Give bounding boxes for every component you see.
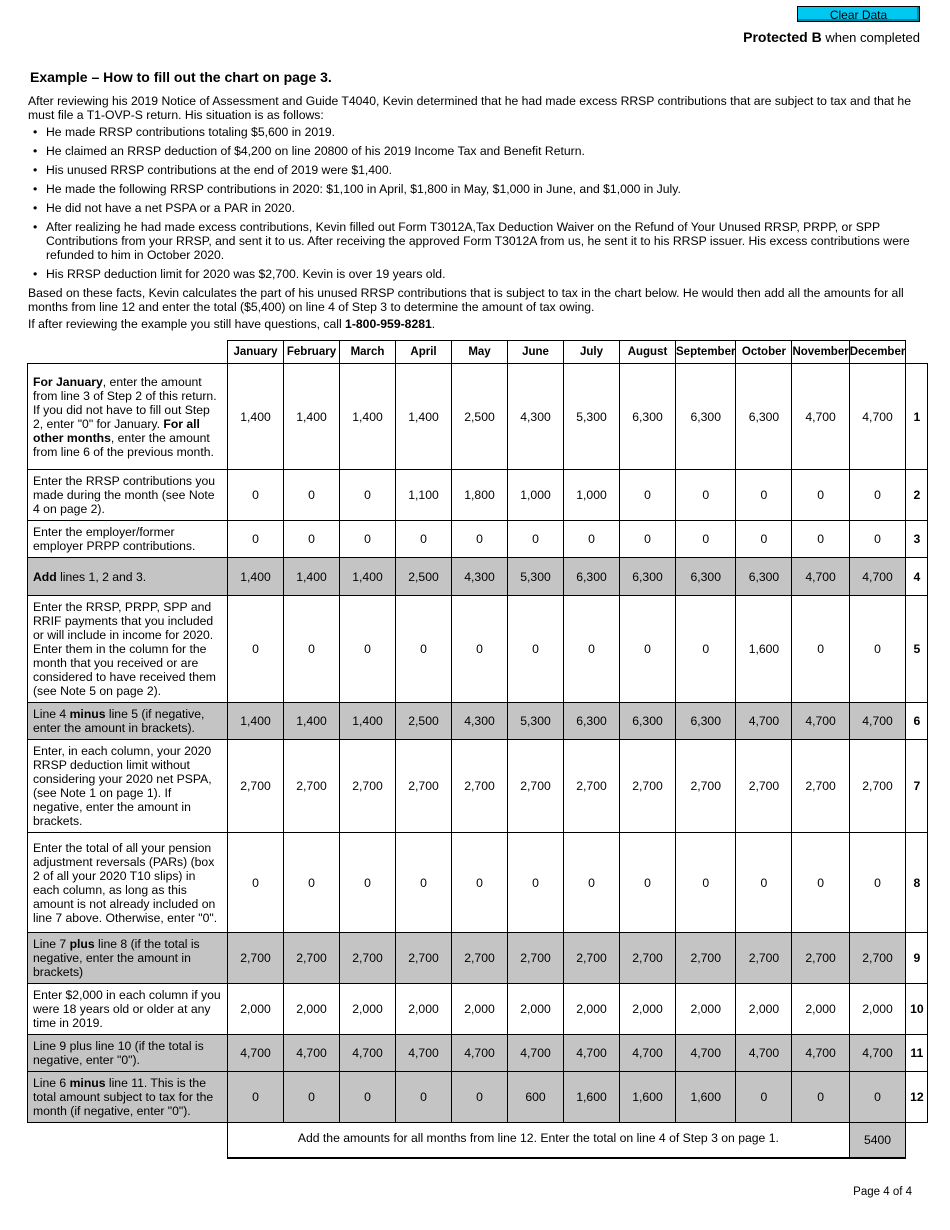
page-number: Page 4 of 4 bbox=[853, 1186, 912, 1198]
month-value-cell: 4,700 bbox=[849, 703, 906, 740]
month-value-cell: 0 bbox=[340, 470, 396, 521]
month-value-cell: 4,700 bbox=[792, 364, 849, 470]
month-header-row bbox=[28, 341, 928, 364]
line-description bbox=[28, 1072, 228, 1123]
month-value-cell: 1,600 bbox=[564, 1072, 620, 1123]
month-value-cell: 2,000 bbox=[340, 984, 396, 1035]
line-description-text: , enter the amount from line 3 of Step 2 of this return. If you did not have to fill out Step 2, enter "0" for January. bbox=[33, 374, 217, 431]
line-description bbox=[28, 833, 228, 933]
month-value-cell: 2,700 bbox=[228, 933, 284, 984]
month-value-cell: 0 bbox=[396, 521, 452, 558]
month-value-cell: 4,700 bbox=[452, 1035, 508, 1072]
month-value-cell: 2,700 bbox=[849, 740, 906, 833]
month-value-cell: 0 bbox=[340, 596, 396, 703]
month-header: December bbox=[849, 341, 906, 364]
month-value-cell: 0 bbox=[676, 833, 736, 933]
line-description bbox=[28, 596, 228, 703]
month-value-cell: 1,100 bbox=[396, 470, 452, 521]
month-value-cell: 6,300 bbox=[620, 364, 676, 470]
situation-item: • He claimed an RRSP deduction of $4,200 on line 20800 of his 2019 Income Tax and Benefit Return. bbox=[28, 144, 923, 158]
month-value-cell: 4,300 bbox=[452, 558, 508, 596]
situation-item: • He did not have a net PSPA or a PAR in 2020. bbox=[28, 201, 923, 215]
month-header: February bbox=[284, 341, 340, 364]
month-value-cell: 0 bbox=[228, 596, 284, 703]
month-value-cell: 0 bbox=[676, 470, 736, 521]
month-value-cell: 0 bbox=[340, 833, 396, 933]
month-value-cell: 0 bbox=[284, 833, 340, 933]
situation-item: • After realizing he had made excess contributions, Kevin filled out Form T3012A,Tax Deduction Waiver on the Refund of Your Unused RRSP, PRPP, or SPP Contributions from your RRSP, and sent it to us. After receiving the approved Form T3012A from us, he sent it to his RRSP issuer. His excess contributions were refunded to him in October 2020. bbox=[28, 220, 923, 262]
line-description bbox=[28, 558, 228, 596]
line-description-text: line 5 (if negative, enter the amount in brackets). bbox=[33, 707, 205, 735]
month-value-cell: 1,400 bbox=[228, 703, 284, 740]
month-value-cell: 1,400 bbox=[284, 364, 340, 470]
chart-line-row bbox=[28, 1035, 928, 1072]
line-description-text: Add bbox=[33, 569, 57, 584]
month-value-cell: 4,700 bbox=[849, 558, 906, 596]
month-value-cell: 0 bbox=[228, 1072, 284, 1123]
month-value-cell: 2,700 bbox=[620, 933, 676, 984]
line-description-text: Enter the RRSP, PRPP, SPP and RRIF payments that you included or will include in income for 2020. Enter them in the column for the month that you received or are considered to have received them (see Note 5 on page 2). bbox=[33, 600, 216, 698]
line-number: 2 bbox=[906, 470, 928, 521]
month-value-cell: 0 bbox=[736, 470, 792, 521]
month-value-cell: 2,700 bbox=[792, 933, 849, 984]
month-value-cell: 0 bbox=[228, 521, 284, 558]
month-value-cell: 2,700 bbox=[228, 740, 284, 833]
month-value-cell: 0 bbox=[620, 521, 676, 558]
month-value-cell: 6,300 bbox=[564, 558, 620, 596]
month-value-cell: 0 bbox=[792, 833, 849, 933]
footer-spacer bbox=[28, 1123, 228, 1159]
month-value-cell: 0 bbox=[736, 833, 792, 933]
line-description-text: , enter the amount from line 6 of the previous month. bbox=[33, 430, 214, 459]
month-value-cell: 2,700 bbox=[396, 933, 452, 984]
month-value-cell: 4,700 bbox=[620, 1035, 676, 1072]
line-description-text: line 8 (if the total is negative, enter the amount in brackets) bbox=[33, 937, 200, 979]
month-value-cell: 4,700 bbox=[396, 1035, 452, 1072]
month-value-cell: 0 bbox=[849, 470, 906, 521]
month-value-cell: 5,300 bbox=[564, 364, 620, 470]
month-value-cell: 0 bbox=[849, 833, 906, 933]
month-value-cell: 2,700 bbox=[736, 933, 792, 984]
protected-b-rest: when completed bbox=[821, 30, 920, 45]
month-value-cell: 6,300 bbox=[620, 558, 676, 596]
line-number: 6 bbox=[906, 703, 928, 740]
month-value-cell: 2,000 bbox=[849, 984, 906, 1035]
header-spacer bbox=[906, 341, 928, 364]
month-value-cell: 6,300 bbox=[676, 558, 736, 596]
month-value-cell: 1,400 bbox=[340, 558, 396, 596]
month-value-cell: 0 bbox=[228, 833, 284, 933]
month-value-cell: 0 bbox=[676, 521, 736, 558]
month-value-cell: 4,300 bbox=[508, 364, 564, 470]
line-description-text: Line 6 bbox=[33, 1076, 70, 1090]
month-value-cell: 0 bbox=[736, 1072, 792, 1123]
chart-line-row bbox=[28, 833, 928, 933]
chart-line-row bbox=[28, 703, 928, 740]
month-header: June bbox=[508, 341, 564, 364]
situation-item: • He made RRSP contributions totaling $5,600 in 2019. bbox=[28, 125, 923, 139]
month-value-cell: 0 bbox=[284, 470, 340, 521]
header-spacer bbox=[28, 341, 228, 364]
month-header: January bbox=[228, 341, 284, 364]
chart-line-row bbox=[28, 558, 928, 596]
month-value-cell: 6,300 bbox=[564, 703, 620, 740]
protected-b-bold: Protected B bbox=[743, 29, 822, 45]
month-header: May bbox=[452, 341, 508, 364]
month-value-cell: 0 bbox=[396, 596, 452, 703]
month-value-cell: 4,700 bbox=[284, 1035, 340, 1072]
month-value-cell: 4,300 bbox=[452, 703, 508, 740]
month-value-cell: 4,700 bbox=[736, 703, 792, 740]
month-value-cell: 2,700 bbox=[508, 933, 564, 984]
line-number: 1 bbox=[906, 364, 928, 470]
line-description-text: Line 9 plus line 10 (if the total is negative, enter "0"). bbox=[33, 1039, 204, 1067]
month-value-cell: 0 bbox=[284, 1072, 340, 1123]
month-value-cell: 1,000 bbox=[564, 470, 620, 521]
month-value-cell: 4,700 bbox=[849, 364, 906, 470]
month-value-cell: 0 bbox=[340, 1072, 396, 1123]
month-value-cell: 2,000 bbox=[564, 984, 620, 1035]
chart-line-row bbox=[28, 521, 928, 558]
month-value-cell: 1,400 bbox=[228, 558, 284, 596]
month-header: November bbox=[792, 341, 849, 364]
month-value-cell: 1,400 bbox=[284, 703, 340, 740]
month-value-cell: 4,700 bbox=[849, 1035, 906, 1072]
line-description bbox=[28, 521, 228, 558]
month-header: September bbox=[676, 341, 736, 364]
line-number: 10 bbox=[906, 984, 928, 1035]
month-value-cell: 0 bbox=[452, 521, 508, 558]
line-description-text: plus bbox=[69, 937, 95, 951]
total-instruction: Add the amounts for all months from line 12. Enter the total on line 4 of Step 3 on page 1. bbox=[228, 1123, 850, 1159]
total-row bbox=[28, 1123, 928, 1159]
month-value-cell: 0 bbox=[284, 596, 340, 703]
month-value-cell: 2,000 bbox=[736, 984, 792, 1035]
month-value-cell: 1,400 bbox=[340, 703, 396, 740]
month-value-cell: 2,700 bbox=[676, 740, 736, 833]
month-value-cell: 2,700 bbox=[284, 933, 340, 984]
month-header: August bbox=[620, 341, 676, 364]
line-description-text: minus bbox=[69, 1076, 106, 1090]
month-value-cell: 2,700 bbox=[564, 933, 620, 984]
example-title: Example – How to fill out the chart on page 3. bbox=[30, 69, 332, 85]
situation-item: • His RRSP deduction limit for 2020 was $2,700. Kevin is over 19 years old. bbox=[28, 267, 923, 281]
month-value-cell: 2,500 bbox=[396, 703, 452, 740]
month-value-cell: 5,300 bbox=[508, 558, 564, 596]
month-value-cell: 0 bbox=[452, 596, 508, 703]
line-number: 4 bbox=[906, 558, 928, 596]
month-value-cell: 1,000 bbox=[508, 470, 564, 521]
excess-contributions-chart bbox=[27, 340, 928, 1159]
month-value-cell: 0 bbox=[452, 833, 508, 933]
month-value-cell: 2,000 bbox=[792, 984, 849, 1035]
month-value-cell: 0 bbox=[849, 521, 906, 558]
month-value-cell: 6,300 bbox=[736, 558, 792, 596]
line-description-text: lines 1, 2 and 3. bbox=[56, 569, 147, 584]
protected-b-label bbox=[743, 29, 920, 45]
example-intro bbox=[28, 70, 923, 334]
month-value-cell: 0 bbox=[849, 596, 906, 703]
month-value-cell: 0 bbox=[792, 521, 849, 558]
calculation-paragraph: Based on these facts, Kevin calculates the part of his unused RRSP contributions that is subject to tax in the chart below. He would then add all the amounts for all months from line 12 and enter the total ($5,400) on line 4 of Step 3 to determine the amount of tax owing. bbox=[28, 286, 904, 314]
month-value-cell: 2,700 bbox=[452, 740, 508, 833]
month-value-cell: 0 bbox=[792, 470, 849, 521]
chart-line-row bbox=[28, 740, 928, 833]
contact-prefix: If after reviewing the example you still have questions, call bbox=[28, 317, 346, 331]
month-value-cell: 0 bbox=[564, 521, 620, 558]
line-description-text: minus bbox=[69, 707, 106, 721]
month-value-cell: 0 bbox=[792, 1072, 849, 1123]
month-header: July bbox=[564, 341, 620, 364]
month-value-cell: 2,000 bbox=[396, 984, 452, 1035]
chart-line-row bbox=[28, 364, 928, 470]
month-value-cell: 0 bbox=[508, 833, 564, 933]
month-value-cell: 0 bbox=[849, 1072, 906, 1123]
month-value-cell: 4,700 bbox=[792, 1035, 849, 1072]
month-value-cell: 1,400 bbox=[340, 364, 396, 470]
intro-paragraph: After reviewing his 2019 Notice of Assessment and Guide T4040, Kevin determined that he had made excess RRSP contributions that are subject to tax and that he must file a T1-OVP-S return. His situation is as follows: bbox=[28, 94, 911, 122]
month-value-cell: 2,000 bbox=[676, 984, 736, 1035]
contact-phone: 1-800-959-8281 bbox=[345, 317, 432, 331]
chart-line-row bbox=[28, 596, 928, 703]
month-value-cell: 2,700 bbox=[736, 740, 792, 833]
month-value-cell: 0 bbox=[736, 521, 792, 558]
month-header: April bbox=[396, 341, 452, 364]
month-value-cell: 2,700 bbox=[396, 740, 452, 833]
month-value-cell: 2,700 bbox=[676, 933, 736, 984]
chart-line-row bbox=[28, 1072, 928, 1123]
month-value-cell: 2,700 bbox=[620, 740, 676, 833]
month-value-cell: 2,500 bbox=[396, 558, 452, 596]
month-value-cell: 1,600 bbox=[676, 1072, 736, 1123]
month-value-cell: 0 bbox=[284, 521, 340, 558]
month-value-cell: 5,300 bbox=[508, 703, 564, 740]
month-value-cell: 1,600 bbox=[620, 1072, 676, 1123]
line-description bbox=[28, 740, 228, 833]
contact-paragraph bbox=[28, 317, 923, 331]
month-value-cell: 0 bbox=[396, 1072, 452, 1123]
month-header: October bbox=[736, 341, 792, 364]
month-value-cell: 4,700 bbox=[340, 1035, 396, 1072]
line-description bbox=[28, 933, 228, 984]
month-value-cell: 1,800 bbox=[452, 470, 508, 521]
chart-line-row bbox=[28, 470, 928, 521]
line-description-text: Line 4 bbox=[33, 707, 70, 721]
month-value-cell: 0 bbox=[564, 833, 620, 933]
month-value-cell: 0 bbox=[508, 596, 564, 703]
month-value-cell: 6,300 bbox=[676, 703, 736, 740]
month-value-cell: 4,700 bbox=[792, 703, 849, 740]
month-value-cell: 4,700 bbox=[564, 1035, 620, 1072]
month-value-cell: 2,000 bbox=[620, 984, 676, 1035]
month-value-cell: 4,700 bbox=[736, 1035, 792, 1072]
chart-line-row bbox=[28, 984, 928, 1035]
line-description-text: Enter the total of all your pension adjustment reversals (PARs) (box 2 of all your 2020 T10 slips) in each column, as long as this amount is not already included on line 7 above. Otherwise, enter "0". bbox=[33, 840, 218, 925]
month-value-cell: 2,700 bbox=[849, 933, 906, 984]
month-value-cell: 0 bbox=[396, 833, 452, 933]
month-value-cell: 2,700 bbox=[284, 740, 340, 833]
month-value-cell: 0 bbox=[228, 470, 284, 521]
line-description-text: For January bbox=[33, 374, 103, 389]
month-value-cell: 2,700 bbox=[340, 740, 396, 833]
month-value-cell: 4,700 bbox=[228, 1035, 284, 1072]
month-value-cell: 0 bbox=[676, 596, 736, 703]
line-number: 3 bbox=[906, 521, 928, 558]
line-number: 11 bbox=[906, 1035, 928, 1072]
situation-list bbox=[28, 125, 923, 281]
month-value-cell: 1,400 bbox=[284, 558, 340, 596]
month-value-cell: 4,700 bbox=[792, 558, 849, 596]
line-description bbox=[28, 1035, 228, 1072]
line-description-text: Enter $2,000 in each column if you were 18 years old or older at any time in 2019. bbox=[33, 988, 221, 1030]
line-number: 12 bbox=[906, 1072, 928, 1123]
month-value-cell: 2,500 bbox=[452, 364, 508, 470]
contact-suffix: . bbox=[431, 317, 436, 331]
line-description-text: Enter, in each column, your 2020 RRSP deduction limit without considering your 2020 net PSPA, (see Note 1 on page 1). If negative, enter the amount in brackets. bbox=[33, 744, 212, 828]
situation-item: • He made the following RRSP contributions in 2020: $1,100 in April, $1,800 in May, $1,000 in June, and $1,000 in July. bbox=[28, 182, 923, 196]
footer-spacer bbox=[906, 1123, 928, 1159]
line-number: 5 bbox=[906, 596, 928, 703]
total-amount: 5400 bbox=[849, 1123, 906, 1159]
line-number: 9 bbox=[906, 933, 928, 984]
month-value-cell: 6,300 bbox=[620, 703, 676, 740]
month-value-cell: 0 bbox=[620, 833, 676, 933]
line-number: 7 bbox=[906, 740, 928, 833]
line-description bbox=[28, 703, 228, 740]
month-value-cell: 0 bbox=[792, 596, 849, 703]
clear-data-button[interactable]: Clear Data bbox=[797, 6, 920, 22]
month-value-cell: 0 bbox=[452, 1072, 508, 1123]
month-value-cell: 2,700 bbox=[564, 740, 620, 833]
month-value-cell: 2,700 bbox=[452, 933, 508, 984]
month-value-cell: 2,700 bbox=[340, 933, 396, 984]
month-value-cell: 2,000 bbox=[452, 984, 508, 1035]
month-value-cell: 2,700 bbox=[508, 740, 564, 833]
month-value-cell: 1,400 bbox=[228, 364, 284, 470]
month-value-cell: 0 bbox=[620, 596, 676, 703]
line-description-text: Enter the RRSP contributions you made during the month (see Note 4 on page 2). bbox=[33, 474, 216, 516]
situation-item: • His unused RRSP contributions at the end of 2019 were $1,400. bbox=[28, 163, 923, 177]
month-value-cell: 6,300 bbox=[736, 364, 792, 470]
chart-line-row bbox=[28, 933, 928, 984]
line-description-text: line 11. This is the total amount subject to tax for the month (if negative, enter "0"). bbox=[33, 1076, 214, 1118]
chart-body bbox=[28, 364, 928, 1159]
month-value-cell: 0 bbox=[508, 521, 564, 558]
month-value-cell: 4,700 bbox=[508, 1035, 564, 1072]
line-description bbox=[28, 984, 228, 1035]
month-value-cell: 2,000 bbox=[228, 984, 284, 1035]
line-description-text: Line 7 bbox=[33, 937, 70, 951]
month-value-cell: 6,300 bbox=[676, 364, 736, 470]
month-value-cell: 600 bbox=[508, 1072, 564, 1123]
line-description-text: Enter the employer/former employer PRPP contributions. bbox=[33, 525, 196, 553]
month-value-cell: 2,000 bbox=[508, 984, 564, 1035]
month-value-cell: 2,700 bbox=[792, 740, 849, 833]
line-number: 8 bbox=[906, 833, 928, 933]
month-value-cell: 2,000 bbox=[284, 984, 340, 1035]
month-value-cell: 1,600 bbox=[736, 596, 792, 703]
line-description bbox=[28, 470, 228, 521]
month-value-cell: 4,700 bbox=[676, 1035, 736, 1072]
line-description bbox=[28, 364, 228, 470]
line-description-text: For all other months bbox=[33, 416, 200, 445]
month-value-cell: 1,400 bbox=[396, 364, 452, 470]
month-value-cell: 0 bbox=[340, 521, 396, 558]
month-header: March bbox=[340, 341, 396, 364]
month-value-cell: 0 bbox=[620, 470, 676, 521]
month-value-cell: 0 bbox=[564, 596, 620, 703]
